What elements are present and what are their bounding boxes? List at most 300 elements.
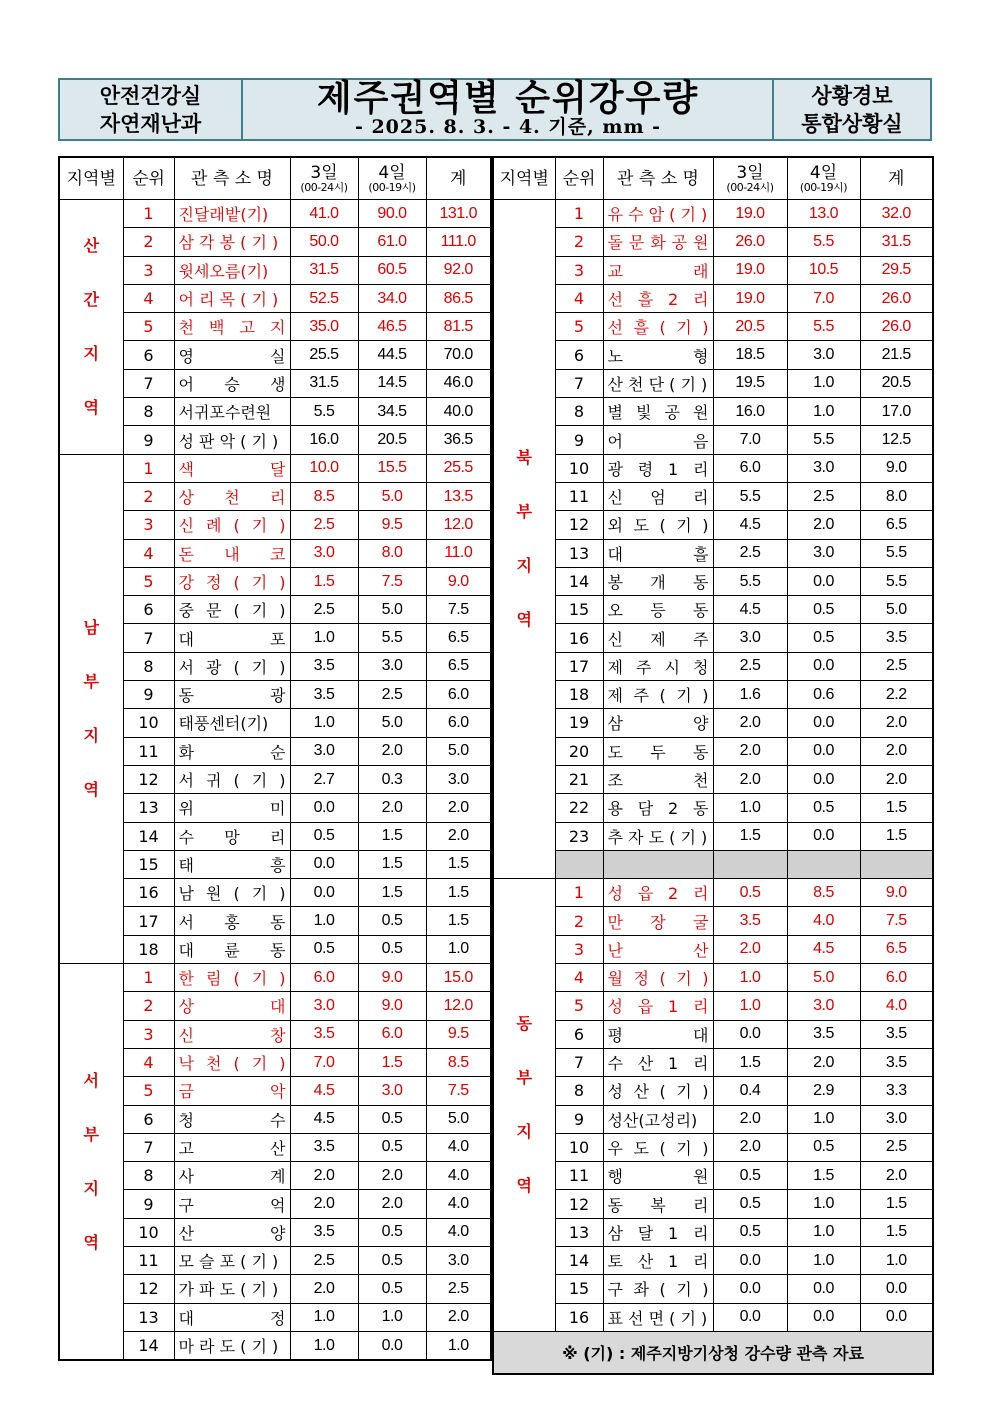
rank-cell: 10: [555, 454, 603, 482]
station-cell: 서귀포수련원: [174, 398, 290, 426]
table-row: [59, 1275, 491, 1303]
day2-cell: 0.0: [787, 1275, 860, 1303]
rank-cell: 12: [555, 1190, 603, 1218]
region-char: 부: [516, 502, 532, 522]
station-cell: 도 두 동: [603, 737, 713, 765]
total-cell: 1.5: [426, 879, 491, 907]
day1-cell: 0.0: [713, 1303, 787, 1331]
day2-cell: 0.0: [787, 1303, 860, 1331]
rank-cell: 16: [555, 624, 603, 652]
region-char: 부: [83, 1124, 99, 1144]
station-cell: 대 흘: [603, 539, 713, 567]
total-cell: 2.0: [426, 794, 491, 822]
day2-cell: 0.5: [787, 624, 860, 652]
table-row: [59, 341, 491, 369]
region-char: 역: [83, 779, 99, 799]
day1-cell: 18.5: [713, 341, 787, 369]
region-char: 동: [516, 1014, 532, 1033]
table-row: [493, 737, 933, 765]
table-row: [493, 935, 933, 963]
day2-cell: 1.0: [787, 1218, 860, 1246]
day1-cell: 3.0: [290, 992, 358, 1020]
table-row: [493, 765, 933, 793]
day1-cell: 16.0: [713, 398, 787, 426]
table-row: [493, 426, 933, 454]
table-row: [59, 709, 491, 737]
total-cell: 1.5: [860, 794, 933, 822]
rank-cell: 11: [123, 1246, 174, 1274]
total-cell: 32.0: [860, 200, 933, 228]
day1-cell: 0.5: [713, 1218, 787, 1246]
rank-cell: 18: [123, 935, 174, 963]
day2-cell: 0.0: [787, 709, 860, 737]
day2-cell: 2.0: [787, 511, 860, 539]
day1-cell: 5.5: [713, 567, 787, 595]
station-cell: 한 림 ( 기 ): [174, 964, 290, 992]
rainfall-table-left: [58, 156, 492, 1361]
table-row: [493, 369, 933, 397]
total-cell: 29.5: [860, 256, 933, 284]
right-table-body: [493, 200, 933, 1374]
total-cell: 111.0: [426, 228, 491, 256]
rank-cell: 19: [555, 709, 603, 737]
total-cell: 40.0: [426, 398, 491, 426]
rank-cell: 3: [555, 935, 603, 963]
total-cell: 2.0: [426, 822, 491, 850]
station-cell: 제 주 ( 기 ): [603, 681, 713, 709]
total-cell: 0.0: [860, 1275, 933, 1303]
station-cell: 노 형: [603, 341, 713, 369]
day2-cell: 3.0: [358, 652, 426, 680]
day1-cell: 3.0: [290, 539, 358, 567]
station-cell: 우 도 ( 기 ): [603, 1133, 713, 1161]
rank-cell: 12: [123, 1275, 174, 1303]
table-row: [59, 624, 491, 652]
day1-cell: 2.0: [290, 1190, 358, 1218]
station-cell: 서 광 ( 기 ): [174, 652, 290, 680]
day1-cell: 5.5: [713, 482, 787, 510]
total-cell: 5.0: [860, 596, 933, 624]
rank-cell: 12: [555, 511, 603, 539]
total-cell: 4.0: [426, 1133, 491, 1161]
total-cell: 8.0: [860, 482, 933, 510]
station-cell: 성 읍 2 리: [603, 879, 713, 907]
total-cell: 0.0: [860, 1303, 933, 1331]
total-cell: 2.0: [860, 1162, 933, 1190]
station-cell: 모 슬 포 ( 기 ): [174, 1246, 290, 1274]
station-cell: 성 산 ( 기 ): [603, 1077, 713, 1105]
table-row: [493, 992, 933, 1020]
table-row: [493, 1275, 933, 1303]
table-row: [59, 681, 491, 709]
table-row: [493, 511, 933, 539]
rank-cell: 9: [555, 1105, 603, 1133]
rank-cell: 13: [555, 539, 603, 567]
station-cell: 신 례 ( 기 ): [174, 511, 290, 539]
day1-cell: 1.0: [290, 1331, 358, 1360]
station-cell: 조 천: [603, 765, 713, 793]
day2-cell: 1.5: [358, 1048, 426, 1076]
table-row: [493, 1105, 933, 1133]
day1-cell: 31.5: [290, 369, 358, 397]
day2-cell: 0.5: [358, 1275, 426, 1303]
day2-cell: 0.3: [358, 765, 426, 793]
day1-cell: 0.5: [290, 935, 358, 963]
station-cell: 수 망 리: [174, 822, 290, 850]
total-cell: 70.0: [426, 341, 491, 369]
total-cell: 26.0: [860, 313, 933, 341]
title-box: [241, 80, 775, 139]
total-cell: 6.5: [860, 935, 933, 963]
day1-cell: 2.5: [290, 596, 358, 624]
total-cell: 131.0: [426, 200, 491, 228]
station-cell: 봉 개 동: [603, 567, 713, 595]
rank-cell: 17: [555, 652, 603, 680]
day2-cell: 3.0: [787, 539, 860, 567]
day1-cell: 0.0: [290, 850, 358, 878]
rank-cell: 3: [123, 511, 174, 539]
table-row: [59, 879, 491, 907]
station-cell: 돈 내 코: [174, 539, 290, 567]
day1-cell: 31.5: [290, 256, 358, 284]
day2-cell: 0.0: [787, 567, 860, 595]
day1-cell: 4.5: [290, 1105, 358, 1133]
table-row: [493, 822, 933, 850]
total-cell: 1.0: [426, 1331, 491, 1360]
day1-cell: 1.5: [290, 567, 358, 595]
day1-cell: 35.0: [290, 313, 358, 341]
table-row: [493, 454, 933, 482]
total-cell: 3.3: [860, 1077, 933, 1105]
station-cell: 낙 천 ( 기 ): [174, 1048, 290, 1076]
rank-cell: 16: [123, 879, 174, 907]
table-row: [493, 398, 933, 426]
day2-cell: 0.0: [787, 737, 860, 765]
rank-cell: 14: [123, 822, 174, 850]
table-row: [59, 992, 491, 1020]
rank-cell: 7: [123, 624, 174, 652]
station-cell: 상 천 리: [174, 482, 290, 510]
rank-cell: 1: [123, 964, 174, 992]
table-row: [59, 313, 491, 341]
day1-cell: 4.5: [290, 1077, 358, 1105]
table-row: [493, 1133, 933, 1161]
rank-cell: 2: [123, 992, 174, 1020]
region-char: 지: [83, 725, 99, 745]
table-row: [59, 596, 491, 624]
day2-cell: 0.5: [787, 596, 860, 624]
day2-cell: 5.0: [358, 482, 426, 510]
table-row: [493, 709, 933, 737]
day1-cell: 2.5: [290, 1246, 358, 1274]
table-row: [59, 1105, 491, 1133]
station-cell: 위 미: [174, 794, 290, 822]
station-cell: 수 산 1 리: [603, 1048, 713, 1076]
rank-cell: 1: [555, 879, 603, 907]
total-cell: 6.0: [426, 709, 491, 737]
table-header-row: [59, 157, 491, 200]
table-row: [493, 567, 933, 595]
day2-cell: 15.5: [358, 454, 426, 482]
total-cell: 21.5: [860, 341, 933, 369]
rank-cell: 3: [123, 256, 174, 284]
day2-cell: 9.5: [358, 511, 426, 539]
total-cell: 9.5: [426, 1020, 491, 1048]
total-cell: 5.0: [426, 1105, 491, 1133]
col-header-total: 계: [860, 157, 933, 200]
total-cell: 4.0: [426, 1190, 491, 1218]
rank-cell: 5: [123, 567, 174, 595]
total-cell: 4.0: [860, 992, 933, 1020]
table-row: [493, 1303, 933, 1331]
day2-cell: 0.0: [787, 652, 860, 680]
total-cell: 36.5: [426, 426, 491, 454]
day2-cell: 5.5: [358, 624, 426, 652]
total-cell: 81.5: [426, 313, 491, 341]
total-cell: 7.5: [860, 907, 933, 935]
day2-cell: 3.0: [787, 341, 860, 369]
day2-cell: 0.0: [358, 1331, 426, 1360]
table-row: [493, 964, 933, 992]
day1-cell: 0.0: [290, 794, 358, 822]
day1-cell: 7.0: [713, 426, 787, 454]
blank-cell: [787, 850, 860, 878]
day1-cell: 1.0: [290, 709, 358, 737]
station-cell: 마 라 도 ( 기 ): [174, 1331, 290, 1360]
station-cell: 태 흥: [174, 850, 290, 878]
station-cell: 선 흘 2 리: [603, 284, 713, 312]
day2-cell: 0.5: [358, 935, 426, 963]
region-char: 남: [83, 617, 99, 637]
total-cell: 12.5: [860, 426, 933, 454]
table-row: [59, 964, 491, 992]
day1-cell: 2.0: [713, 1105, 787, 1133]
rank-cell: 20: [555, 737, 603, 765]
day2-cell: 9.0: [358, 992, 426, 1020]
total-cell: 6.5: [860, 511, 933, 539]
total-cell: 1.5: [426, 907, 491, 935]
station-cell: 금 악: [174, 1077, 290, 1105]
day1-range: (00-24시): [300, 180, 348, 194]
day1-cell: 2.0: [290, 1275, 358, 1303]
total-cell: 15.0: [426, 964, 491, 992]
day2-label: 4일: [378, 162, 406, 183]
rank-cell: 1: [123, 200, 174, 228]
day1-cell: 5.5: [290, 398, 358, 426]
rank-cell: 8: [123, 398, 174, 426]
rank-cell: 10: [123, 709, 174, 737]
station-cell: 용 담 2 동: [603, 794, 713, 822]
day1-cell: 2.0: [713, 709, 787, 737]
rank-cell: 5: [555, 992, 603, 1020]
table-row: [59, 200, 491, 228]
station-cell: 신 창: [174, 1020, 290, 1048]
col-header-station: 관 측 소 명: [174, 157, 290, 200]
total-cell: 92.0: [426, 256, 491, 284]
station-cell: 화 순: [174, 737, 290, 765]
day2-cell: 5.5: [787, 426, 860, 454]
day2-cell: 4.0: [787, 907, 860, 935]
day2-cell: 61.0: [358, 228, 426, 256]
rank-cell: 6: [123, 1105, 174, 1133]
table-row: [493, 681, 933, 709]
rank-cell: 4: [123, 539, 174, 567]
rank-cell: 7: [123, 1133, 174, 1161]
station-cell: 대 포: [174, 624, 290, 652]
day1-cell: 3.5: [290, 681, 358, 709]
region-char: 역: [516, 610, 532, 630]
total-cell: 2.5: [860, 1133, 933, 1161]
total-cell: 5.0: [426, 737, 491, 765]
day2-cell: 20.5: [358, 426, 426, 454]
day1-cell: 2.5: [713, 539, 787, 567]
station-cell: 제 주 시 청: [603, 652, 713, 680]
station-cell: 신 제 주: [603, 624, 713, 652]
rank-cell: 4: [123, 284, 174, 312]
station-cell: 산 양: [174, 1218, 290, 1246]
day2-cell: 34.5: [358, 398, 426, 426]
day2-range: (00-19시): [368, 180, 416, 194]
day1-cell: 1.0: [290, 624, 358, 652]
rank-cell: 5: [123, 1077, 174, 1105]
day1-cell: 19.0: [713, 200, 787, 228]
table-row: [59, 454, 491, 482]
rank-cell: 7: [555, 369, 603, 397]
day1-cell: 1.6: [713, 681, 787, 709]
rank-cell: 13: [123, 794, 174, 822]
total-cell: 3.5: [860, 624, 933, 652]
table-row: [493, 1020, 933, 1048]
col-header-rank: 순위: [555, 157, 603, 200]
station-cell: 난 산: [603, 935, 713, 963]
total-cell: 5.5: [860, 539, 933, 567]
day2-cell: 5.5: [787, 313, 860, 341]
day1-cell: 2.0: [713, 935, 787, 963]
station-cell: 돌 문 화 공 원: [603, 228, 713, 256]
day1-cell: 19.0: [713, 284, 787, 312]
total-cell: 7.5: [426, 1077, 491, 1105]
day1-cell: 0.5: [713, 879, 787, 907]
rank-cell: 9: [123, 426, 174, 454]
day1-cell: 0.5: [290, 822, 358, 850]
rank-cell: 15: [555, 596, 603, 624]
day1-cell: 19.5: [713, 369, 787, 397]
table-row: [493, 539, 933, 567]
station-cell: 광 령 1 리: [603, 454, 713, 482]
table-row: [59, 511, 491, 539]
day2-cell: 14.5: [358, 369, 426, 397]
day1-cell: 26.0: [713, 228, 787, 256]
day1-cell: 2.0: [290, 1162, 358, 1190]
station-cell: 어 리 목 ( 기 ): [174, 284, 290, 312]
region-cell-mountain: [59, 200, 123, 455]
station-cell: 성산(고성리): [603, 1105, 713, 1133]
total-cell: 3.5: [860, 1020, 933, 1048]
total-cell: 9.0: [860, 879, 933, 907]
station-cell: 만 장 굴: [603, 907, 713, 935]
region-char: 지: [516, 556, 532, 576]
total-cell: 1.0: [860, 1246, 933, 1274]
table-row: [59, 1190, 491, 1218]
rank-cell: 1: [123, 454, 174, 482]
day2-cell: 60.5: [358, 256, 426, 284]
day1-cell: 52.5: [290, 284, 358, 312]
region-char: 지: [83, 1178, 99, 1198]
day2-cell: 3.0: [787, 454, 860, 482]
station-cell: 성 읍 1 리: [603, 992, 713, 1020]
station-cell: 청 수: [174, 1105, 290, 1133]
day2-cell: 0.5: [358, 1218, 426, 1246]
day2-cell: 3.0: [787, 992, 860, 1020]
day1-cell: 2.7: [290, 765, 358, 793]
table-row: [59, 1048, 491, 1076]
total-cell: 3.5: [860, 1048, 933, 1076]
table-row: [59, 398, 491, 426]
table-row: [59, 228, 491, 256]
blank-cell: [603, 850, 713, 878]
station-cell: 선 흘 ( 기 ): [603, 313, 713, 341]
rank-cell: 9: [123, 1190, 174, 1218]
station-cell: 행 원: [603, 1162, 713, 1190]
region-char: 지: [516, 1122, 532, 1141]
day1-cell: 6.0: [290, 964, 358, 992]
day2-cell: 2.0: [358, 794, 426, 822]
station-cell: 대 륜 동: [174, 935, 290, 963]
total-cell: 2.5: [860, 652, 933, 680]
station-cell: 천 백 고 지: [174, 313, 290, 341]
day1-cell: 16.0: [290, 426, 358, 454]
day2-cell: 1.0: [358, 1303, 426, 1331]
region-char: 간: [83, 289, 99, 309]
report-title: 제주권역별 순위강우량: [316, 78, 700, 119]
station-cell: 유 수 암 ( 기 ): [603, 200, 713, 228]
total-cell: 26.0: [860, 284, 933, 312]
day2-cell: 5.5: [787, 228, 860, 256]
col-header-day1: [290, 157, 358, 200]
rank-cell: 23: [555, 822, 603, 850]
table-row: [59, 256, 491, 284]
total-cell: 2.0: [860, 737, 933, 765]
rank-cell: 8: [555, 398, 603, 426]
day2-cell: 2.5: [787, 482, 860, 510]
region-char: 부: [516, 1068, 532, 1087]
day1-cell: 0.4: [713, 1077, 787, 1105]
day2-cell: 1.5: [358, 879, 426, 907]
rank-cell: 14: [555, 1246, 603, 1274]
department-box: [60, 80, 243, 139]
station-cell: 오 등 동: [603, 596, 713, 624]
table-header-row: [493, 157, 933, 200]
rank-cell: 12: [123, 765, 174, 793]
total-cell: 17.0: [860, 398, 933, 426]
total-cell: 20.5: [860, 369, 933, 397]
table-row: [493, 1077, 933, 1105]
col-header-region: 지역별: [493, 157, 555, 200]
region-cell-east: [493, 879, 555, 1332]
day1-cell: 3.5: [290, 1218, 358, 1246]
total-cell: 1.5: [860, 822, 933, 850]
day2-cell: 2.0: [358, 1162, 426, 1190]
rank-cell: 6: [555, 341, 603, 369]
rank-cell: 9: [555, 426, 603, 454]
total-cell: 3.0: [860, 1105, 933, 1133]
total-cell: 2.5: [426, 1275, 491, 1303]
table-row: [59, 850, 491, 878]
blank-cell: [860, 850, 933, 878]
day1-range: (00-24시): [726, 180, 774, 194]
rank-cell: 2: [555, 907, 603, 935]
day2-cell: 46.5: [358, 313, 426, 341]
